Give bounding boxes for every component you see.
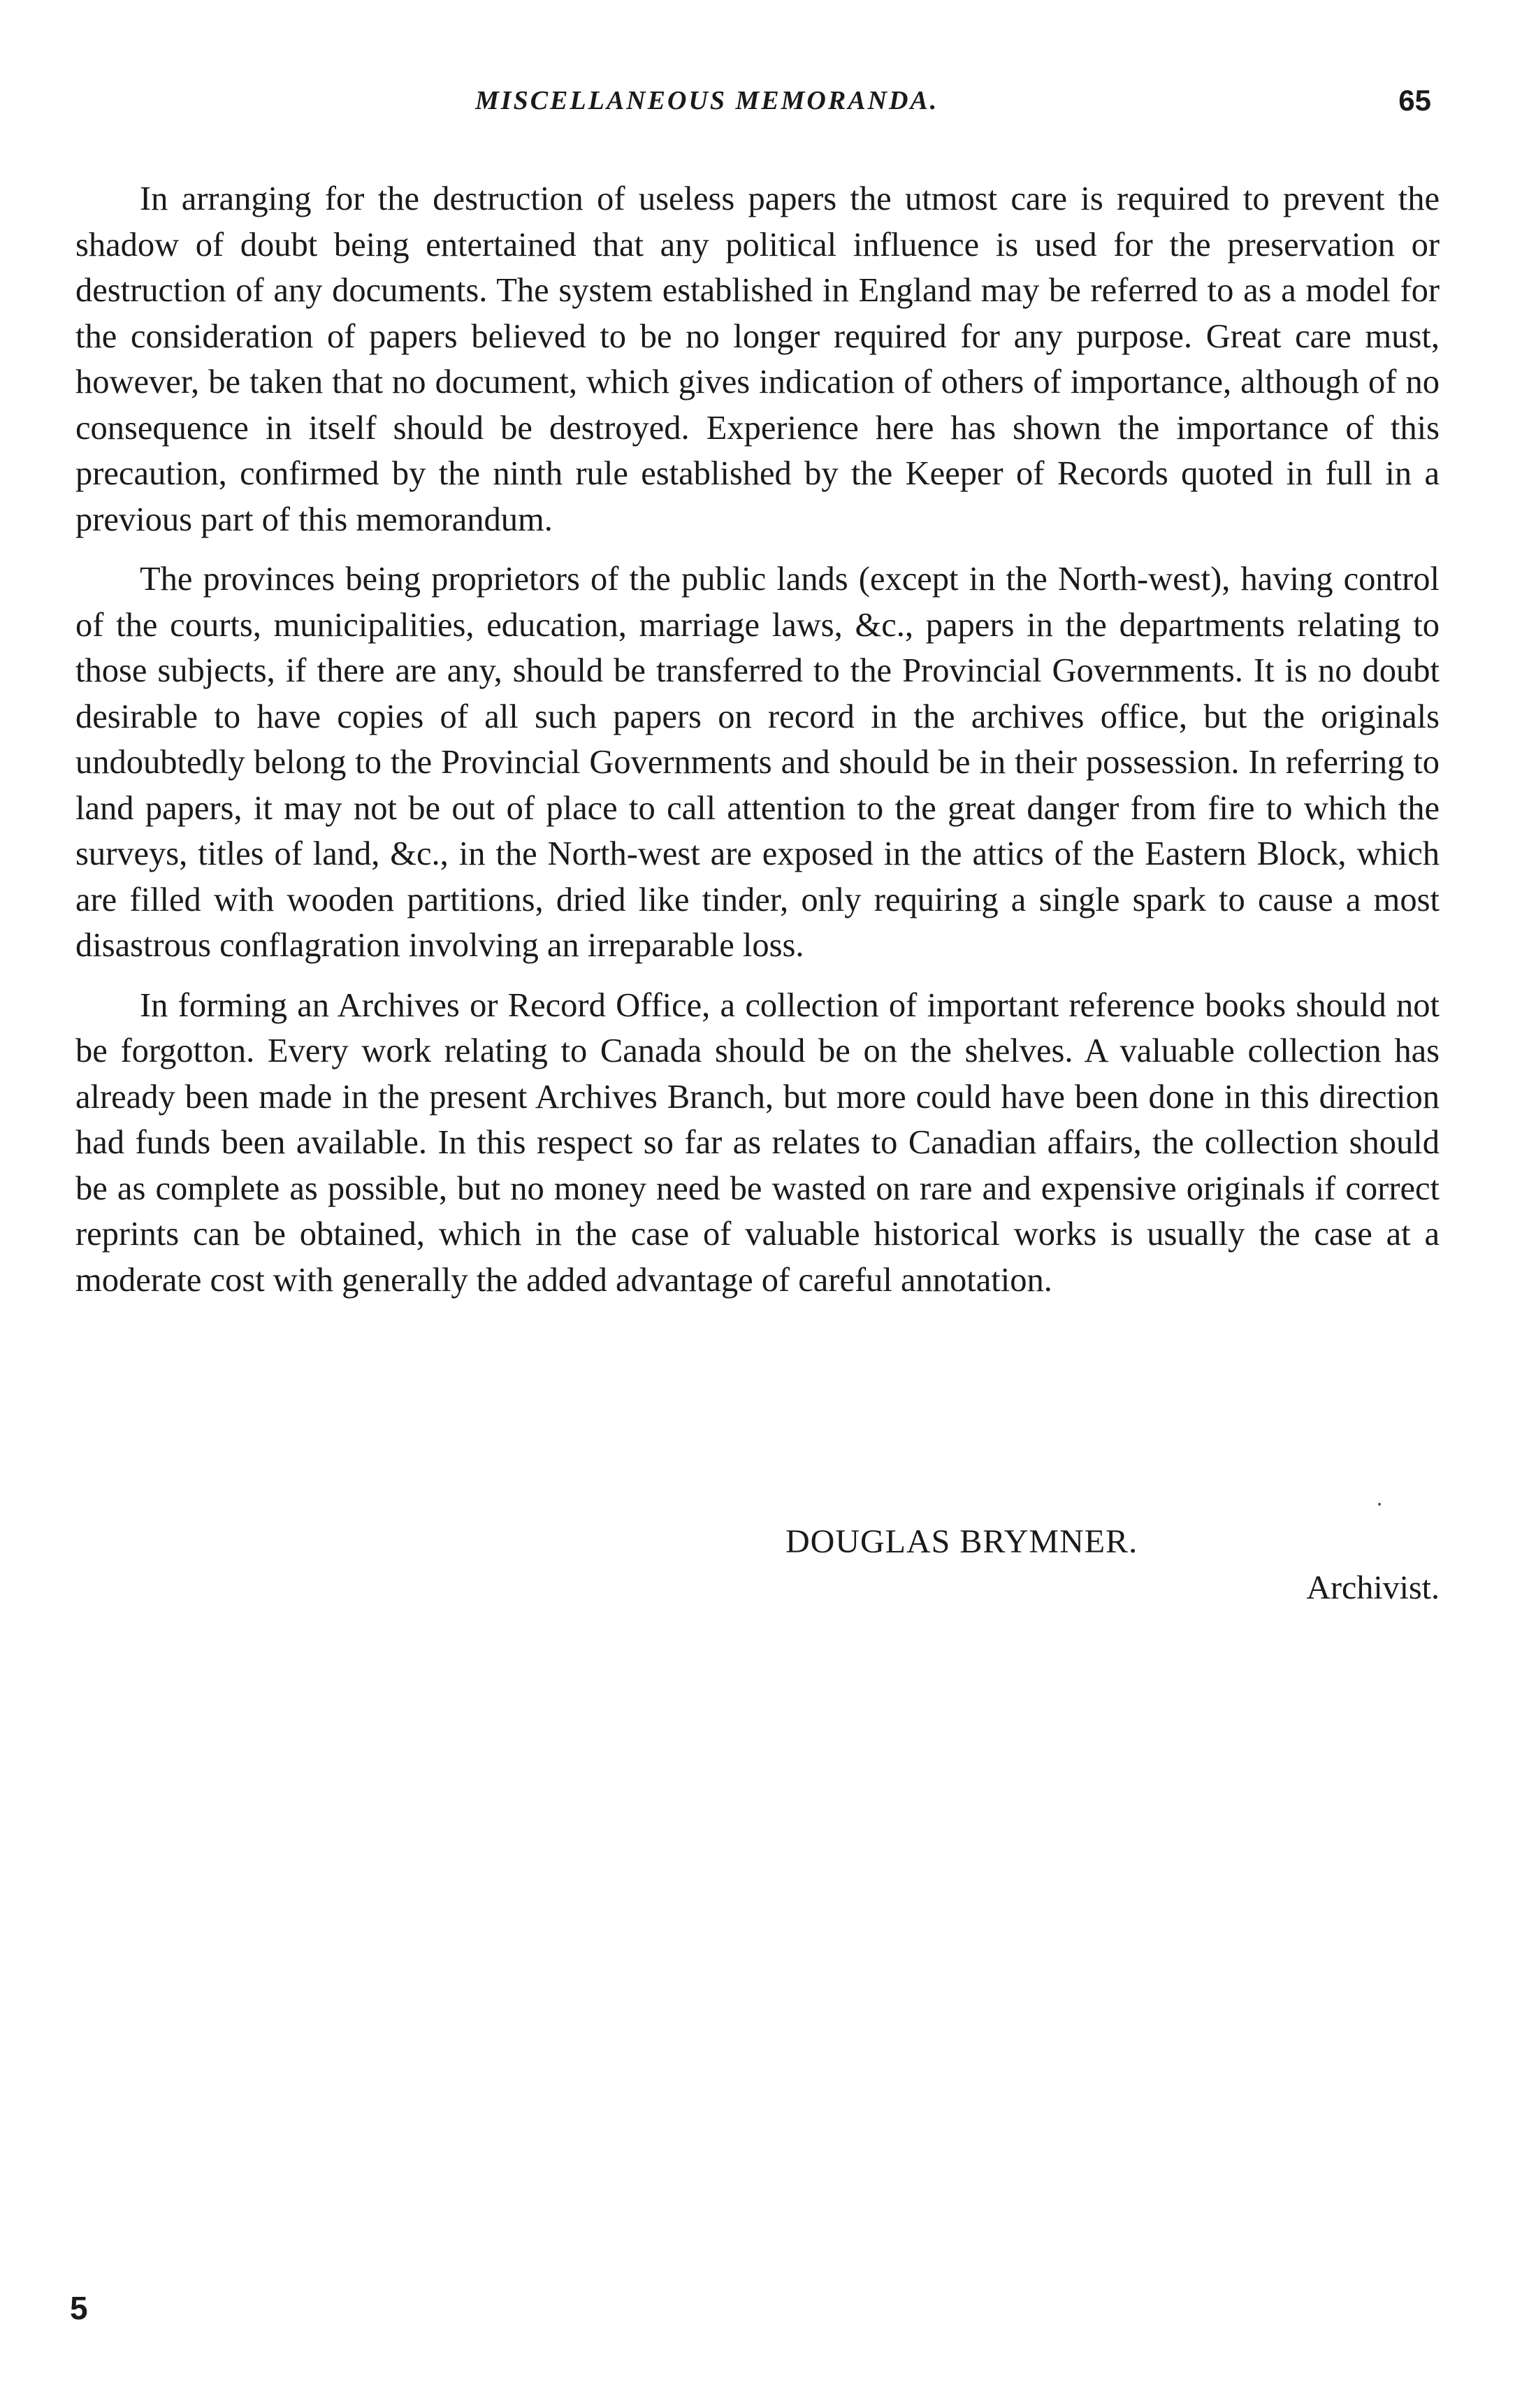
body-text	[75, 176, 1440, 1317]
paragraph: The provinces being proprietors of the public lands (except in the North-west), having control of the courts, municipalities, education, marriage laws, &c., papers in the departments relating to those subjects, if there are any, should be transferred to the Provincial Governments. It is no doubt desirable to have copies of all such papers on record in the archives office, but the originals undoubtedly belong to the Provincial Governments and should be in their possession. In referring to land papers, it may not be out of place to call attention to the great danger from fire to which the surveys, titles of land, &c., in the North-west are exposed in the attics of the Eastern Block, which are filled with wooden partitions, dried like tinder, only requiring a single spark to cause a most disastrous conflagration involving an irreparable loss.	[75, 561, 1440, 964]
print-speck	[1378, 1503, 1381, 1506]
signature-name: DOUGLAS BRYMNER.	[785, 1523, 1138, 1560]
page-number: 65	[1398, 84, 1431, 117]
paragraph: In arranging for the destruction of useless papers the utmost care is required to prevent the shadow of doubt being entertained that any political influence is used for the preservation or destruction of any documents. The system established in England may be referred to as a model for the consideration of papers believed to be no longer required for any purpose. Great care must, however, be taken that no document, which gives indication of others of importance, although of no consequence in itself should be destroyed. Experience here has shown the importance of this precaution, confirmed by the ninth rule established by the Keeper of Records quoted in full in a previous part of this memorandum.	[75, 180, 1440, 538]
running-head	[0, 85, 1529, 127]
printer-signature-mark: 5	[70, 2290, 88, 2326]
paragraph: In forming an Archives or Record Office, a collection of important reference books should not be forgotton. Every work relating to Canada should be on the shelves. A valuable collection has already been made in the present Archives Branch, but more could have been done in this direction had funds been available. In this respect so far as relates to Canadian affairs, the collection should be as complete as possible, but no money need be wasted on rare and expensive originals if correct reprints can be obtained, which in the case of valuable historical works is usually the case at a moderate cost with generally the added advantage of careful annotation.	[75, 986, 1440, 1299]
running-title: MISCELLANEOUS MEMORANDA.	[475, 86, 939, 115]
signature-title: Archivist.	[1306, 1569, 1440, 1606]
